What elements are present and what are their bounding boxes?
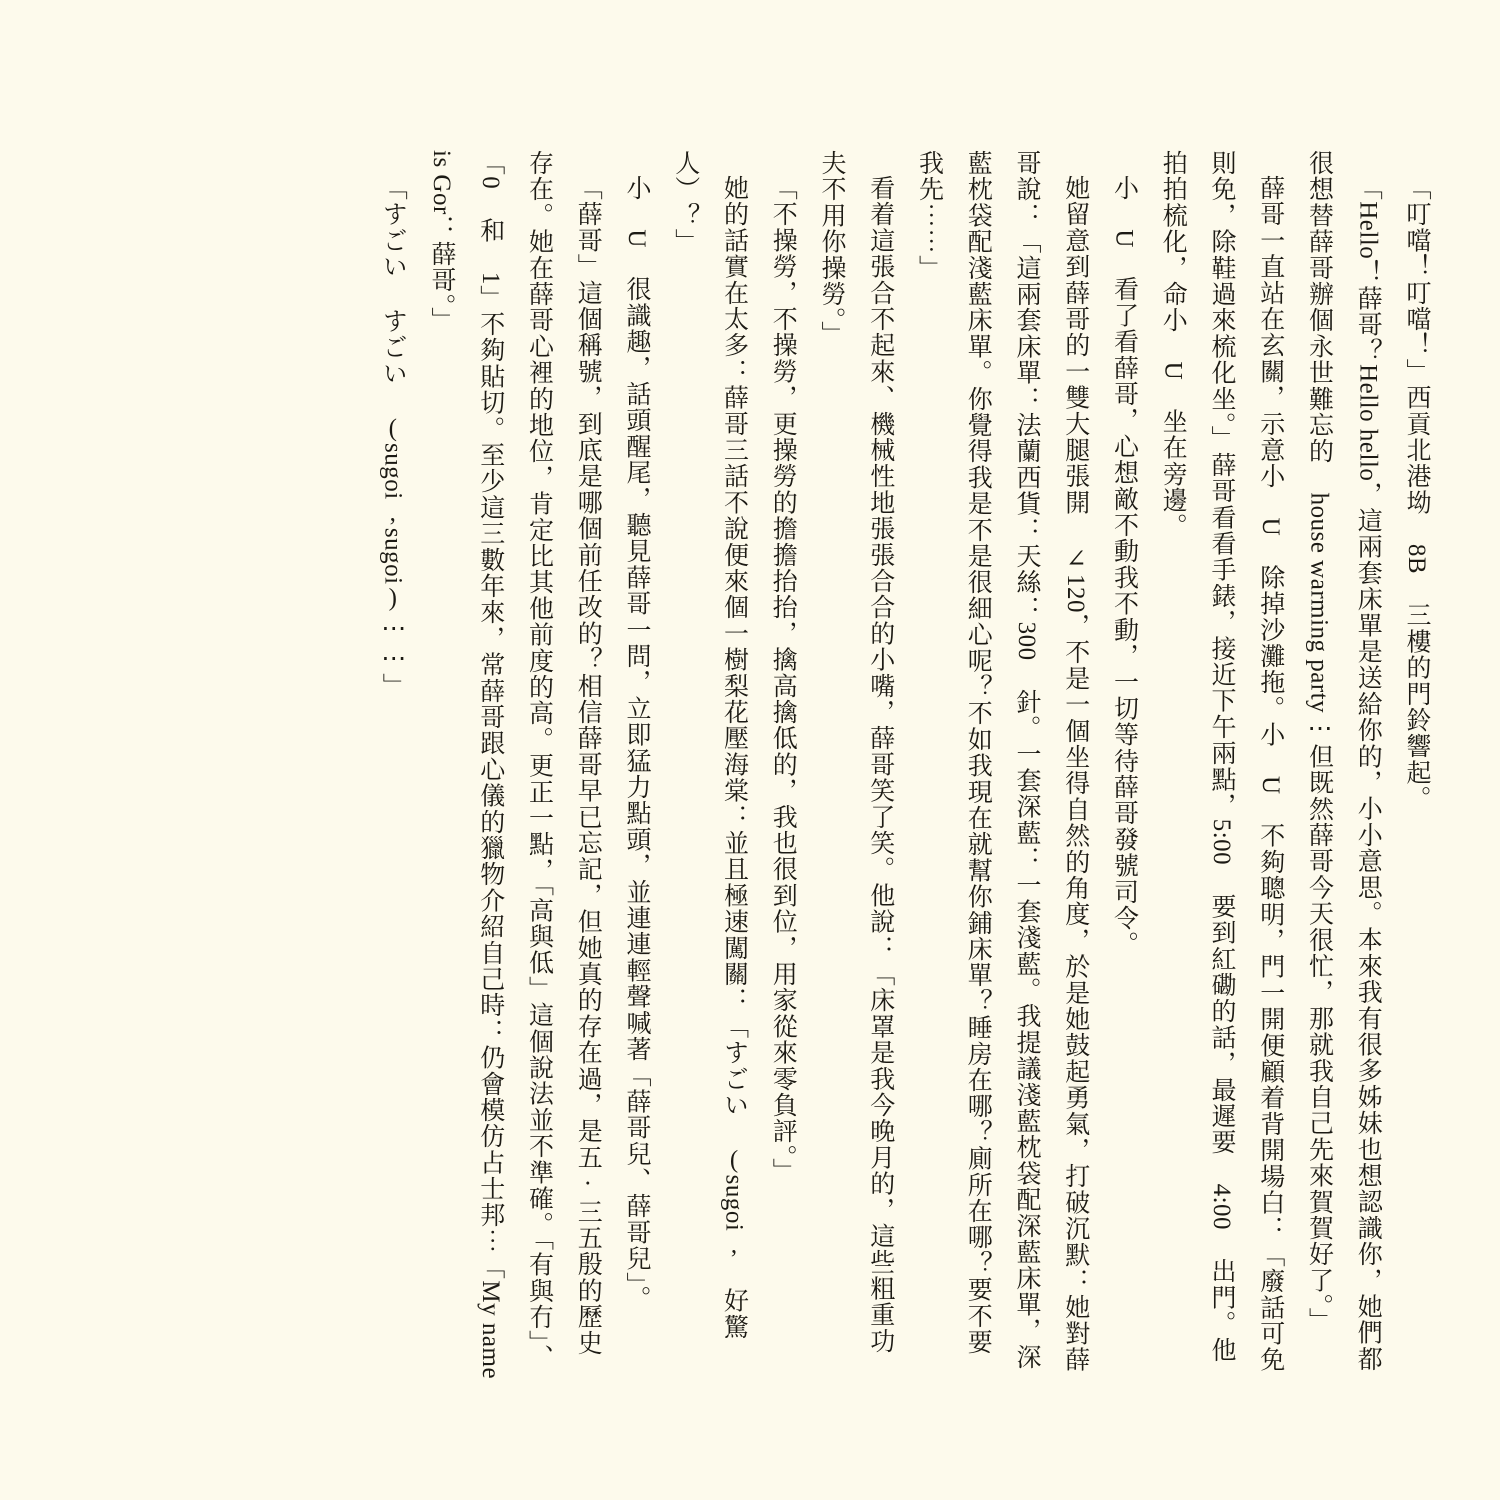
paragraph: 「すごい すごい (sugoi,sugoi)⋯⋯」 — [379, 175, 407, 700]
paragraph: 她留意到薛哥的一雙大腿張開 ∠120，不是一個坐得自然的角度，於是她鼓起勇氣，打破沉默：她對薛哥說：「這兩套床單：法蘭西貨：天絲：300 針。一套深藍：一套淺藍。我提議淺藍枕袋配深藍床單，深藍枕袋配淺藍床單。你覺得我是不是很細心呢？不如我現在就幫你鋪床單？睡房在哪？廁所在哪？要不要我先⋯⋯」 — [915, 150, 1089, 1373]
paragraph: 小 U 很識趣，話頭醒尾，聽見薛哥一問，立即猛力點頭，並連連輕聲喊著「薛哥兒、薛哥兒」。 — [623, 175, 650, 1312]
paragraph: 她的話實在太多：薛哥三話不說便來個一樹梨花壓海棠：並且極速闖關：「すごい (sugoi, 好驚人）？」 — [671, 150, 748, 1341]
paragraph: 「Hello！薛哥？Hello hello，這兩套床單是送給你的，小小意思。本來我有很多姊妹也想認識你，她們都很想替薛哥辦個永世難忘的 house warming party⋯但既然薛哥今天很忙，那就我自己先來賀賀好了。」 — [1305, 150, 1382, 1373]
vertical-text-body — [60, 150, 1440, 1380]
paragraph: 薛哥一直站在玄關，示意小 U 除掉沙灘拖。小 U 不夠聰明，門一開便顧着背開場白：「廢話可免則免，除鞋過來梳化坐。」薛哥看看手錶，接近下午兩點，5:00 要到紅磡的話，最遲要 4:00 出門。他拍拍梳化，命小 U 坐在旁邊。 — [1159, 150, 1284, 1373]
paragraph: 「薛哥」這個稱號，到底是哪個前任改的？相信薛哥早已忘記，但她真的存在過，是五·三五殷的歷史存在。她在薛哥心裡的地位，肯定比其他前度的高。更正一點，「高與低」這個說法並不準確。「有與冇」、「0 和 1」不夠貼切。至少這三數年來，常薛哥跟心儀的獵物介紹自己時：仍會模仿占士邦⋯「My name is Gor：薛哥。」 — [428, 150, 602, 1380]
paragraph: 看着這張合不起來、機械性地張張合合的小嘴，薛哥笑了笑。他說：「床罩是我今晚月的，這些粗重功夫不用你操勞。」 — [818, 150, 894, 1354]
paragraph: 「叮噹！叮噹！」西貢北港坳 8B 三樓的門鈴響起。 — [1403, 175, 1430, 812]
paragraph: 小 U 看了看薛哥，心想敵不動我不動，一切等待薛哥發號司令。 — [1110, 175, 1138, 958]
paragraph: 「不操勞，不操勞，更操勞的擔擔抬抬，擒高擒低的，我也很到位，用家從來零負評。」 — [769, 175, 797, 1185]
